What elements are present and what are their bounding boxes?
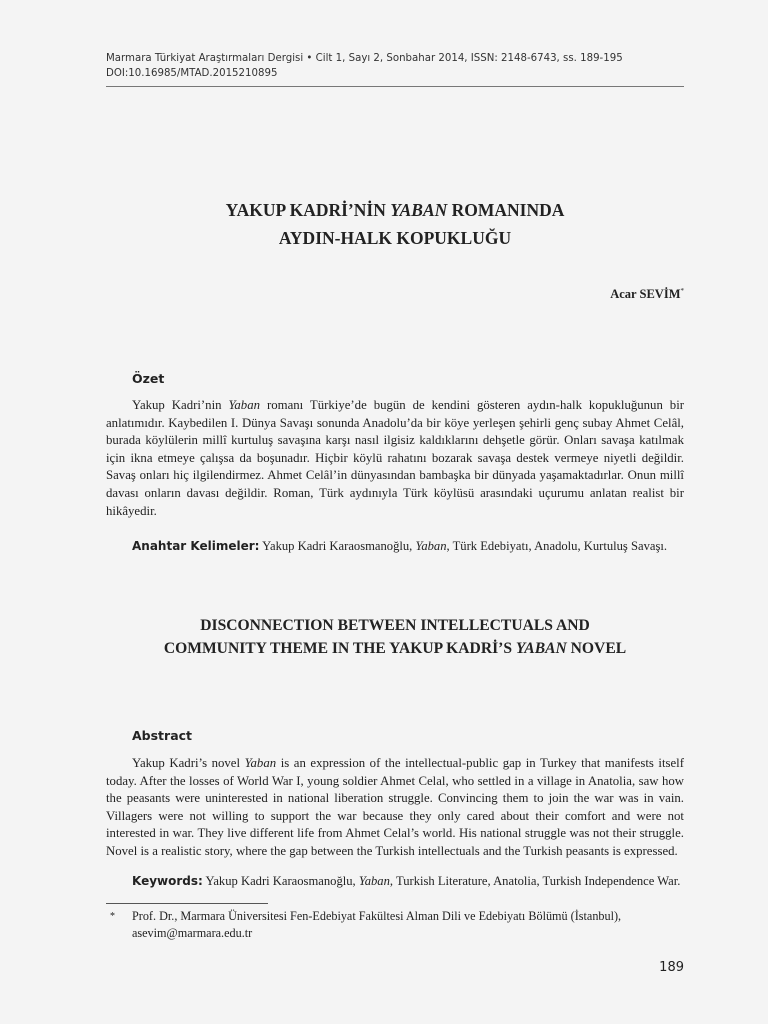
keywords-text-2: , Turkish Literature, Anatolia, Turkish Independence War. [389, 874, 681, 888]
ozet-text-rest: romanı Türkiye’de bugün de kendini gösteren aydın-halk kopukluğunun bir anlatımıdır. Kaybedilen I. Dünya Savaşı sonunda Anadolu’da bir köye yerleşen şehirli genç subay Ahmet Celâl, burada köylülerin millî kurtuluş savaşına karşı nasıl ilgisiz kaldıklarını dehşetle görür. Onları savaşa katılmak için ikna etmeye çalışsa da boşunadır. Hiçbir köylü rahatını bozarak savaşa destek vermeye niyetli değildir. Savaş onları hiç ilgilendirmez. Ahmet Celâl’in dünyasından bambaşka bir dünyada yaşamaktadırlar. Onun millî davası onların davası değildir. Roman, Türk aydınıyla Türk köylüsü arasındaki uçurumu anlatan realist bir hikâyedir. [106, 398, 685, 518]
anahtar-italic: Yaban [415, 539, 447, 553]
article-title-tr [106, 196, 684, 252]
title-en-line-1: DISCONNECTION BETWEEN INTELLECTUALS AND [200, 617, 590, 634]
author-footnote-mark: * [680, 287, 684, 295]
abstract-italic: Yaban [244, 756, 277, 770]
ozet-body [106, 397, 684, 520]
author-name: Acar SEVİM [610, 287, 681, 302]
anahtar-text-2: , Türk Edebiyatı, Anadolu, Kurtuluş Savaşı. [446, 539, 668, 553]
anahtar-kelimeler [132, 538, 692, 555]
footnote [106, 908, 684, 942]
title-en-text: COMMUNITY THEME IN THE YAKUP KADRİ’S [163, 640, 516, 657]
ozet-heading: Özet [132, 371, 165, 386]
title-tr-italic: YABAN [390, 200, 448, 220]
ozet-italic: Yaban [228, 398, 261, 412]
header-divider [106, 86, 684, 87]
page-number: 189 [659, 960, 684, 975]
running-header [106, 51, 684, 81]
keywords [132, 873, 692, 890]
anahtar-text: Yakup Kadri Karaosmanoğlu, [259, 539, 416, 553]
abstract-body [106, 755, 684, 861]
anahtar-label: Anahtar Kelimeler: [132, 539, 260, 553]
title-tr-text-2: ROMANINDA [447, 200, 565, 220]
footnote-mark: * [110, 911, 115, 922]
keywords-text: Yakup Kadri Karaosmanoğlu, [202, 874, 359, 888]
title-tr-line-1 [106, 196, 684, 224]
author [610, 287, 684, 302]
footnote-divider [106, 903, 268, 904]
title-en-text-2: NOVEL [566, 640, 627, 657]
ozet-text: Yakup Kadri’nin [132, 398, 229, 412]
keywords-label: Keywords: [132, 874, 203, 888]
abstract-text: Yakup Kadri’s novel [132, 756, 245, 770]
journal-citation: Marmara Türkiyat Araştırmaları Dergisi • Cilt 1, Sayı 2, Sonbahar 2014, ISSN: 2148-6743, ss. 189-195 [106, 53, 623, 64]
title-tr-text: YAKUP KADRİ’NİN [225, 200, 391, 220]
title-tr-line-2: AYDIN-HALK KOPUKLUĞU [278, 228, 512, 248]
title-en-italic: YABAN [515, 640, 567, 657]
doi: DOI:10.16985/MTAD.2015210895 [106, 68, 278, 79]
abstract-text-rest: is an expression of the intellectual-public gap in Turkey that manifests itself today. After the losses of World War I, young soldier Ahmet Celal, who settled in a village in Anatolia, saw how the peasants were uninterested in national liberation struggle. Convincing them to join the war was in vain. Villagers were not willing to support the war because they only cared about their comfort and were not interested in war. They live different life from Ahmet Celal’s world. His national struggle was not their struggle. Novel is a realistic story, where the gap between the Turkish intellectuals and the Turkish peasants is expressed. [106, 756, 684, 858]
keywords-italic: Yaban [358, 874, 390, 888]
title-en-line-2 [106, 637, 684, 660]
footnote-text: Prof. Dr., Marmara Üniversitesi Fen-Edebiyat Fakültesi Alman Dili ve Edebiyatı Bölümü (İstanbul), asevim@marmara.edu.tr [132, 909, 622, 940]
article-title-en [106, 614, 684, 660]
abstract-heading: Abstract [132, 728, 193, 743]
